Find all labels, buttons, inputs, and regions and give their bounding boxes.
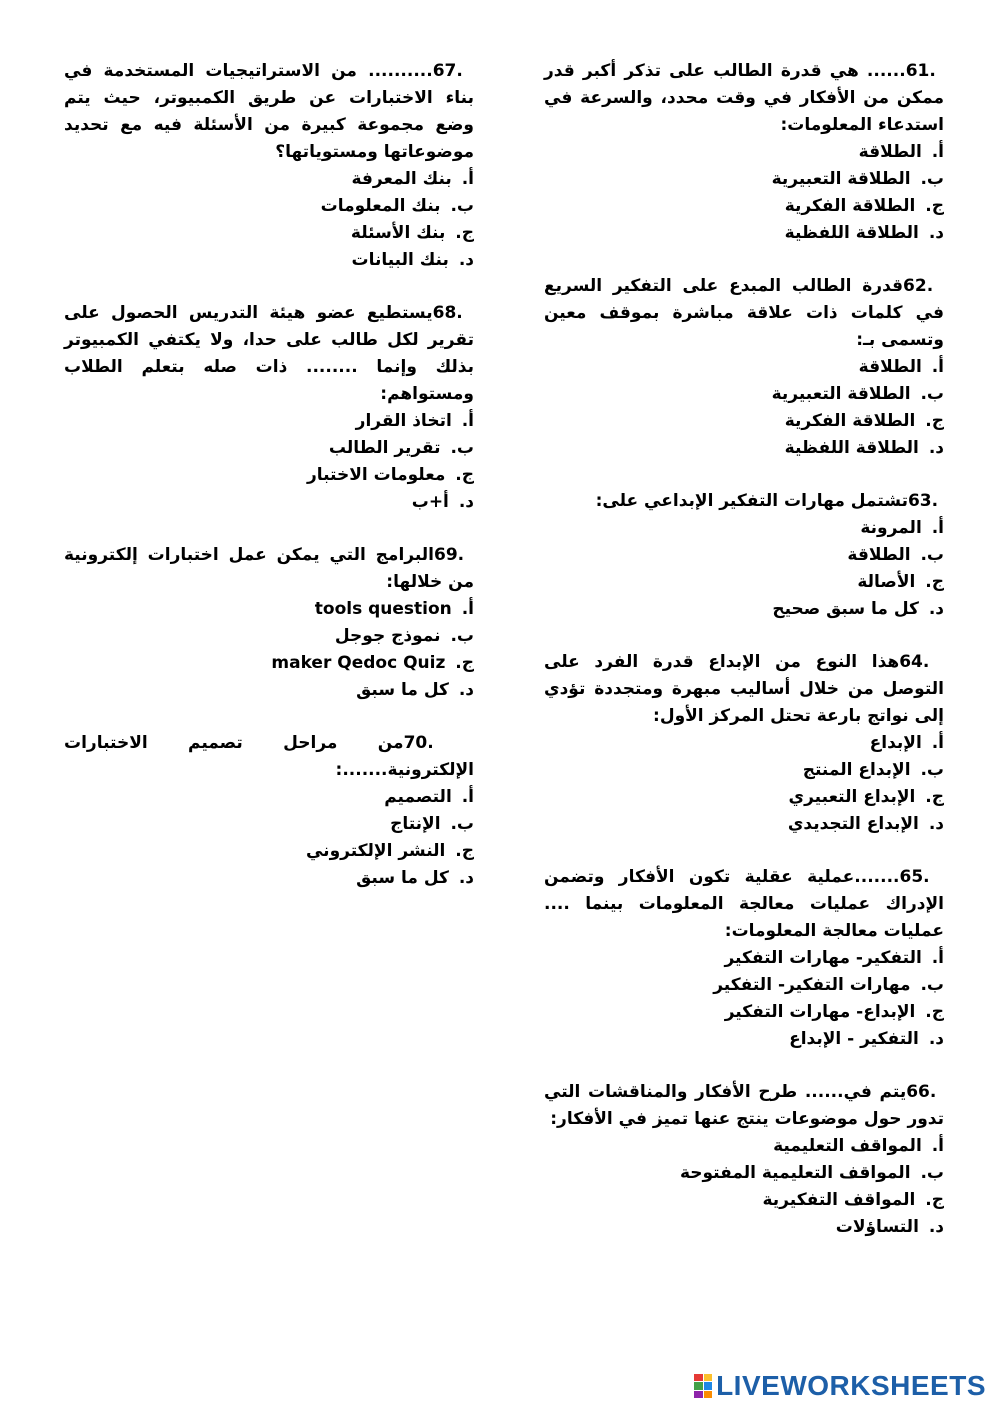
option-letter: ج.: [925, 787, 944, 807]
question-text: تشتمل مهارات التفكير الإبداعي على:: [595, 491, 908, 511]
logo-tile: [704, 1391, 713, 1398]
option-text: مهارات التفكير- التفكير: [713, 975, 911, 995]
option-letter: د.: [928, 599, 944, 619]
options-list: [544, 730, 944, 838]
question-number: 67.: [432, 61, 474, 81]
option-letter: ب.: [920, 545, 944, 565]
answer-option[interactable]: [64, 247, 474, 274]
answer-option[interactable]: [64, 865, 474, 892]
answer-option[interactable]: [64, 623, 474, 650]
answer-option[interactable]: [64, 435, 474, 462]
option-letter: ج.: [455, 465, 474, 485]
answer-option[interactable]: [544, 945, 944, 972]
option-letter: ج.: [455, 841, 474, 861]
option-text: اتخاذ القرار: [355, 411, 452, 431]
option-text: بنك الأسئلة: [350, 223, 446, 243]
option-letter: أ.: [461, 787, 474, 807]
question-stem: [64, 58, 474, 166]
answer-option[interactable]: [544, 1160, 944, 1187]
logo-grid-icon: [694, 1374, 712, 1398]
option-text: بنك المعرفة: [351, 169, 452, 189]
option-letter: أ.: [931, 733, 944, 753]
option-text: maker Qedoc Quiz: [271, 653, 446, 673]
option-letter: أ.: [931, 948, 944, 968]
option-text: تقرير الطالب: [328, 438, 441, 458]
answer-option[interactable]: [544, 1214, 944, 1241]
question-stem: [544, 273, 944, 354]
left-column: [64, 58, 474, 918]
answer-option[interactable]: [544, 784, 944, 811]
options-list: [544, 1133, 944, 1241]
answer-option[interactable]: [544, 1187, 944, 1214]
option-letter: أ.: [461, 169, 474, 189]
option-text: الطلاقة التعبيرية: [771, 169, 911, 189]
option-letter: ج.: [455, 653, 474, 673]
answer-option[interactable]: [544, 569, 944, 596]
answer-option[interactable]: [544, 193, 944, 220]
question-64: [544, 649, 944, 838]
option-letter: د.: [928, 438, 944, 458]
option-text: التفكير - الإبداع: [789, 1029, 919, 1049]
option-text: أ+ب: [411, 492, 449, 512]
logo-tile: [704, 1374, 713, 1381]
option-letter: ج.: [455, 223, 474, 243]
question-number: 68.: [432, 303, 474, 323]
answer-option[interactable]: [544, 811, 944, 838]
option-letter: ب.: [920, 384, 944, 404]
question-text: .......عملية عقلية تكون الأفكار وتضمن الإدراك عمليات معالجة المعلومات بينما .... عمليات معالجة المعلومات:: [544, 867, 944, 941]
option-text: الإبداع المنتج: [802, 760, 911, 780]
option-text: الإبداع التجديدي: [787, 814, 919, 834]
answer-option[interactable]: [64, 650, 474, 677]
option-letter: د.: [458, 680, 474, 700]
option-letter: ج.: [925, 411, 944, 431]
answer-option[interactable]: [544, 220, 944, 247]
answer-option[interactable]: [64, 596, 474, 623]
option-text: بنك المعلومات: [320, 196, 441, 216]
answer-option[interactable]: [64, 677, 474, 704]
option-letter: د.: [928, 1029, 944, 1049]
option-text: الطلاقة اللفظية: [784, 438, 919, 458]
question-text: البرامج التي يمكن عمل اختبارات إلكترونية من خلالها:: [64, 545, 474, 592]
option-text: كل ما سبق: [356, 680, 449, 700]
option-letter: ب.: [450, 438, 474, 458]
question-65: [544, 864, 944, 1053]
option-letter: د.: [458, 492, 474, 512]
options-list: [544, 945, 944, 1053]
option-letter: أ.: [931, 142, 944, 162]
option-text: بنك البيانات: [351, 250, 449, 270]
options-list: [64, 166, 474, 274]
option-text: الإنتاج: [390, 814, 441, 834]
answer-option[interactable]: [544, 166, 944, 193]
answer-option[interactable]: [64, 784, 474, 811]
option-text: نموذج جوجل: [334, 626, 441, 646]
option-letter: ب.: [450, 196, 474, 216]
answer-option[interactable]: [64, 166, 474, 193]
question-stem: [544, 488, 944, 515]
option-text: التساؤلات: [835, 1217, 919, 1237]
answer-option[interactable]: [544, 972, 944, 999]
option-letter: ب.: [450, 626, 474, 646]
right-column: [544, 58, 944, 1267]
question-number: 64.: [899, 652, 944, 672]
answer-option[interactable]: [544, 408, 944, 435]
option-text: كل ما سبق: [356, 868, 449, 888]
question-text: يتم في...... طرح الأفكار والمناقشات التي تدور حول موضوعات ينتج عنها تميز في الأفكار:: [544, 1082, 944, 1129]
question-number: 65.: [899, 867, 944, 887]
question-stem: [64, 300, 474, 408]
option-letter: أ.: [461, 599, 474, 619]
answer-option[interactable]: [544, 596, 944, 623]
options-list: [544, 515, 944, 623]
question-text: ...... هي قدرة الطالب على تذكر أكبر قدر ممكن من الأفكار في وقت محدد، والسرعة في استدعاء المعلومات:: [544, 61, 944, 135]
question-number: 62.: [903, 276, 944, 296]
question-stem: [544, 58, 944, 139]
question-stem: [64, 730, 474, 784]
options-list: [64, 784, 474, 892]
option-text: الطلاقة: [858, 357, 922, 377]
option-letter: ب.: [920, 169, 944, 189]
answer-option[interactable]: [544, 1026, 944, 1053]
answer-option[interactable]: [544, 730, 944, 757]
answer-option[interactable]: [64, 193, 474, 220]
question-stem: [544, 649, 944, 730]
question-69: [64, 542, 474, 704]
option-text: الطلاقة الفكرية: [784, 196, 916, 216]
question-62: [544, 273, 944, 462]
option-letter: د.: [928, 1217, 944, 1237]
question-66: [544, 1079, 944, 1241]
option-letter: أ.: [461, 411, 474, 431]
option-text: المواقف التعليمية: [773, 1136, 922, 1156]
logo-tile: [694, 1374, 703, 1381]
option-text: الإبداع- مهارات التفكير: [724, 1002, 916, 1022]
answer-option[interactable]: [544, 354, 944, 381]
option-text: الطلاقة الفكرية: [784, 411, 916, 431]
option-text: النشر الإلكتروني: [305, 841, 446, 861]
answer-option[interactable]: [64, 220, 474, 247]
options-list: [544, 139, 944, 247]
options-list: [64, 408, 474, 516]
options-list: [544, 354, 944, 462]
option-text: الطلاقة اللفظية: [784, 223, 919, 243]
question-text: هذا النوع من الإبداع قدرة الفرد على التوصل من خلال أساليب مبهرة ومتجددة تؤدي إلى نواتج بارعة تحتل المركز الأول:: [544, 652, 944, 726]
question-text: قدرة الطالب المبدع على التفكير السريع في كلمات ذات علاقة مباشرة بموقف معين وتسمى بـ:: [544, 276, 944, 350]
answer-option[interactable]: [544, 435, 944, 462]
question-number: 63.: [907, 491, 944, 511]
option-text: المواقف التعليمية المفتوحة: [679, 1163, 911, 1183]
answer-option[interactable]: [544, 381, 944, 408]
option-letter: ب.: [920, 975, 944, 995]
option-text: التصميم: [384, 787, 452, 807]
answer-option[interactable]: [544, 139, 944, 166]
question-number: 61.: [905, 61, 944, 81]
logo-tile: [694, 1382, 703, 1389]
question-number: 66.: [906, 1082, 944, 1102]
option-letter: ج.: [925, 196, 944, 216]
option-text: كل ما سبق صحيح: [772, 599, 919, 619]
option-letter: ب.: [920, 760, 944, 780]
answer-option[interactable]: [64, 462, 474, 489]
answer-option[interactable]: [64, 811, 474, 838]
logo-text: LIVEWORKSHEETS: [716, 1370, 986, 1401]
option-letter: د.: [928, 814, 944, 834]
logo-tile: [694, 1391, 703, 1398]
option-text: الطلاقة: [858, 142, 922, 162]
question-70: [64, 730, 474, 892]
option-letter: د.: [928, 223, 944, 243]
option-letter: ج.: [925, 1002, 944, 1022]
option-text: المرونة: [860, 518, 922, 538]
option-text: الطلاقة التعبيرية: [771, 384, 911, 404]
question-stem: [64, 542, 474, 596]
question-text: يستطيع عضو هيئة التدريس الحصول على تقرير لكل طالب على حدا، ولا يكتفي الكمبيوتر بذلك وإنما ........ ذات صله بتعلم الطلاب ومستواهم:: [64, 303, 474, 404]
option-text: المواقف التفكيرية: [762, 1190, 916, 1210]
option-text: الإبداع التعبيري: [788, 787, 916, 807]
answer-option[interactable]: [544, 542, 944, 569]
question-67: [64, 58, 474, 274]
option-letter: د.: [458, 868, 474, 888]
question-text: من مراحل تصميم الاختبارات الإلكترونية.......:: [64, 733, 474, 780]
option-letter: ج.: [925, 1190, 944, 1210]
option-letter: أ.: [931, 1136, 944, 1156]
question-stem: [544, 864, 944, 945]
option-text: الأصالة: [857, 572, 916, 592]
answer-option[interactable]: [544, 999, 944, 1026]
option-letter: ج.: [925, 572, 944, 592]
question-number: 70.: [403, 733, 474, 753]
option-letter: أ.: [931, 357, 944, 377]
answer-option[interactable]: [544, 757, 944, 784]
option-text: tools question: [314, 599, 452, 619]
question-text: .......... من الاستراتيجيات المستخدمة في بناء الاختبارات عن طريق الكمبيوتر، حيث يتم وضع مجموعة كبيرة من الأسئلة فيه مع تحديد موضوعاتها ومستوياتها؟: [64, 61, 474, 162]
option-letter: أ.: [931, 518, 944, 538]
answer-option[interactable]: [64, 489, 474, 516]
option-letter: د.: [458, 250, 474, 270]
answer-option[interactable]: [544, 515, 944, 542]
question-number: 69.: [434, 545, 474, 565]
question-61: [544, 58, 944, 247]
question-63: [544, 488, 944, 623]
option-letter: ب.: [450, 814, 474, 834]
liveworksheets-logo: [694, 1370, 986, 1402]
option-text: الطلاقة: [847, 545, 911, 565]
option-text: الإبداع: [869, 733, 922, 753]
options-list: [64, 596, 474, 704]
option-text: التفكير- مهارات التفكير: [724, 948, 922, 968]
answer-option[interactable]: [544, 1133, 944, 1160]
option-text: معلومات الاختبار: [306, 465, 446, 485]
logo-tile: [704, 1382, 713, 1389]
question-stem: [544, 1079, 944, 1133]
answer-option[interactable]: [64, 838, 474, 865]
answer-option[interactable]: [64, 408, 474, 435]
option-letter: ب.: [920, 1163, 944, 1183]
question-68: [64, 300, 474, 516]
